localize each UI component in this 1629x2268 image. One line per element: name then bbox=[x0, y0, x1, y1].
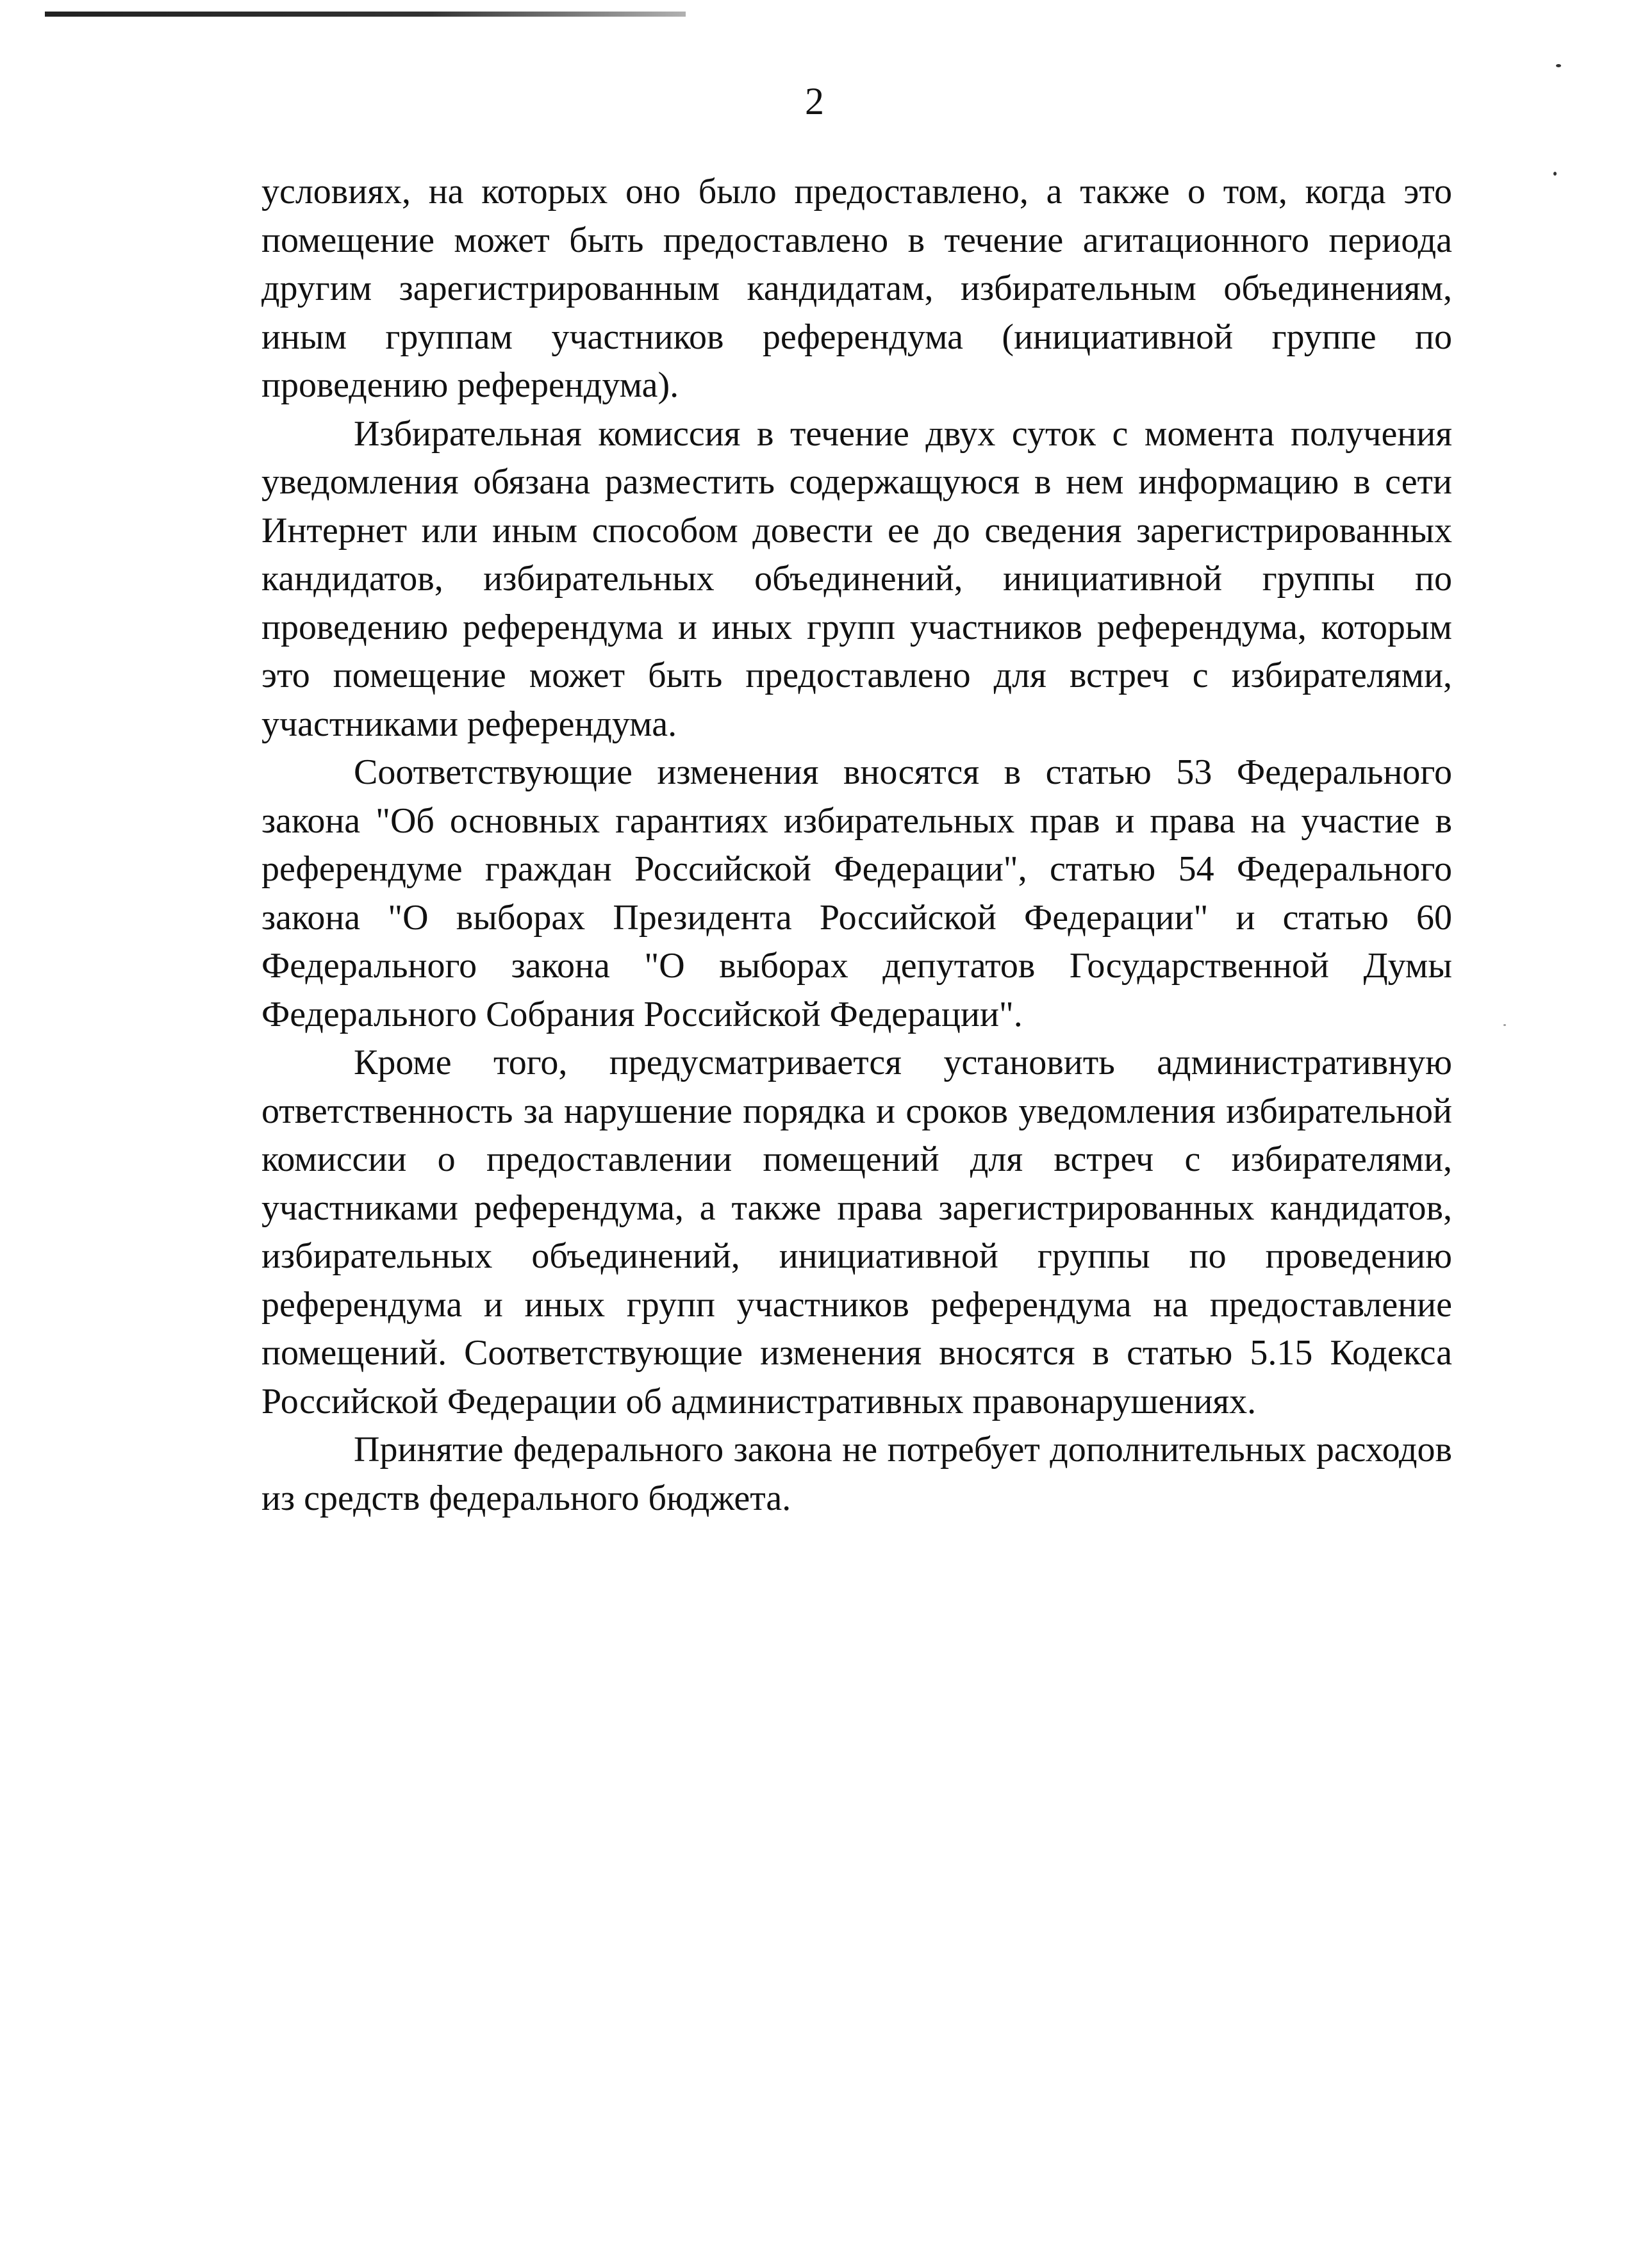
scan-speck bbox=[1503, 1024, 1506, 1026]
page-number: 2 bbox=[805, 80, 824, 122]
scan-edge-line bbox=[45, 12, 686, 17]
scan-speck bbox=[1556, 64, 1561, 67]
paragraph-related-amendments: Соответствующие изменения вносятся в статью 53 Федерального закона "Об основных гарантиях избирательных прав и права на участие в референдуме граждан Российской Федерации", статью 54 Федерального закона "О выборах Президента Российской Федерации" и статью 60 Федерального закона "О выборах депутатов Государственной Думы Федерального Собрания Российской Федерации". bbox=[261, 752, 1452, 1034]
scan-speck bbox=[1553, 172, 1557, 176]
document-body bbox=[261, 168, 1452, 1523]
paragraph-administrative-liability: Кроме того, предусматривается установить административную ответственность за нарушение порядка и сроков уведомления избирательной комиссии о предоставлении помещений для встреч с избирателями, участниками референдума, а также права зарегистрированных кандидатов, избирательных объединений, инициативной группы по проведению референдума и иных групп участников референдума на предоставление помещений. Соответствующие изменения вносятся в статью 5.15 Кодекса Российской Федерации об административных правонарушениях. bbox=[261, 1043, 1452, 1421]
paragraph-commission-duty: Избирательная комиссия в течение двух суток с момента получения уведомления обязана разместить содержащуюся в нем информацию в сети Интернет или иным способом довести ее до сведения зарегистрированных кандидатов, избирательных объединений, инициативной группы по проведению референдума и иных групп участников референдума, которым это помещение может быть предоставлено для встреч с избирателями, участниками референдума. bbox=[261, 413, 1452, 744]
paragraph-budget: Принятие федерального закона не потребует дополнительных расходов из средств федерального бюджета. bbox=[261, 1430, 1452, 1518]
paragraph-continuation: условиях, на которых оно было предоставлено, а также о том, когда это помещение может быть предоставлено в течение агитационного периода другим зарегистрированным кандидатам, избирательным объединениям, иным группам участников референдума (инициативной группе по проведению референдума). bbox=[261, 172, 1452, 405]
